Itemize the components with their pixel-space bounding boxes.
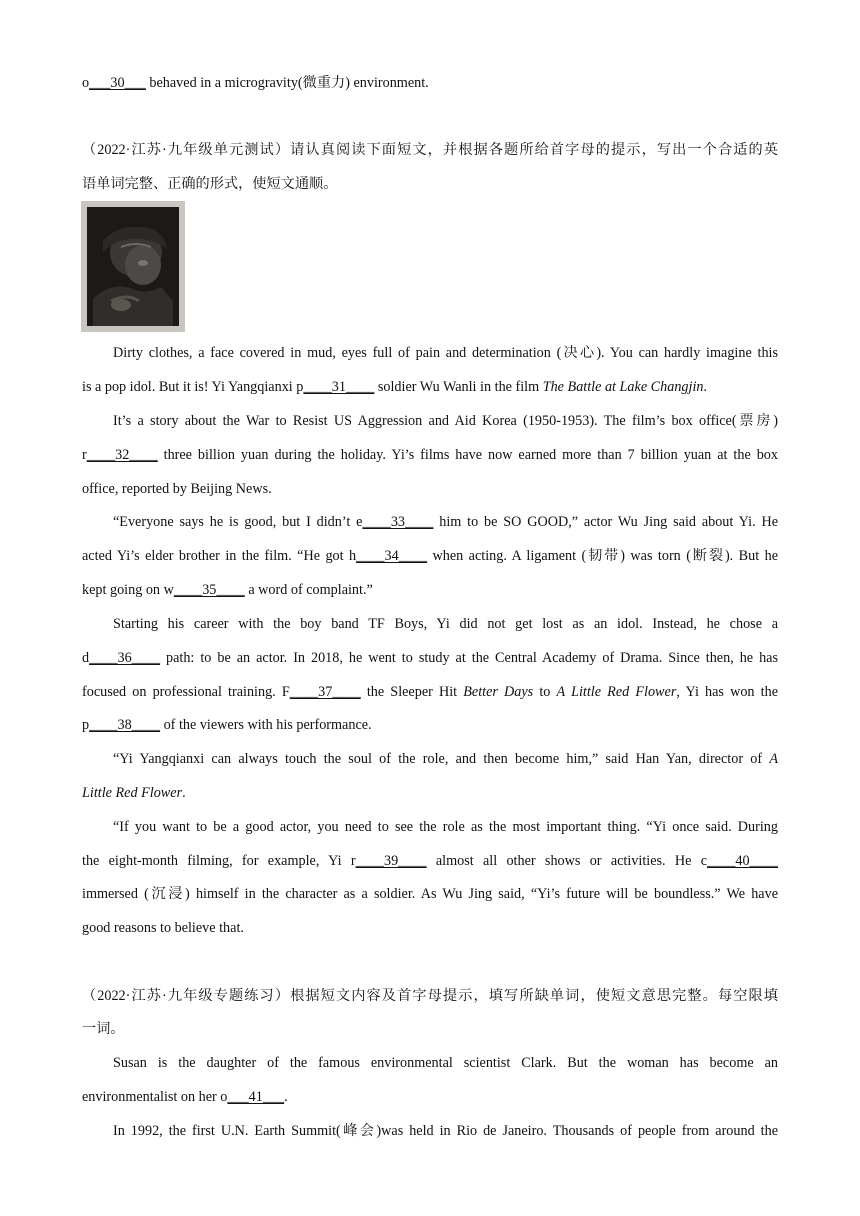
paragraph-line: In 1992, the first U.N. Earth Summit(峰会)was held in Rio de Janeiro. Thousands of people from around the (113, 1123, 778, 1139)
text-fragment: . (703, 379, 708, 395)
paragraph-line: Dirty clothes, a face covered in mud, eyes full of pain and determination (决心). You can hardly imagine this (113, 345, 778, 361)
text-fragment: environmentalist on her o (82, 1089, 228, 1105)
text-fragment: almost all other shows or activities. He c (426, 853, 708, 869)
section-instruction-cont: 一词。 (82, 1021, 125, 1037)
blank-40: ____40____ (707, 853, 778, 869)
text-fragment: . (284, 1089, 288, 1105)
film-title: The Battle at Lake Changjin (542, 379, 704, 395)
film-title: Better Days (463, 684, 534, 700)
film-title: A Little Red Flower (556, 684, 677, 700)
text-fragment: the eight-month filming, for example, Yi r (82, 853, 356, 869)
text-fragment: soldier Wu Wanli in the film (374, 379, 543, 395)
text-fragment: to (533, 684, 557, 700)
blank-39: ____39____ (355, 853, 427, 869)
soldier-photo (81, 201, 185, 332)
paragraph-line (113, 515, 778, 529)
paragraph-line (82, 448, 778, 462)
text-fragment: r (82, 447, 87, 463)
text-fragment: focused on professional training. F (82, 684, 290, 700)
section-instruction-cont: 语单词完整、正确的形式，使短文通顺。 (82, 176, 338, 192)
film-title: A (769, 751, 778, 767)
paragraph-line (113, 752, 778, 766)
paragraph-line: “If you want to be a good actor, you need to see the role as the most important thing. “Yi once said. During (113, 819, 778, 835)
blank-34: ____34____ (356, 548, 428, 564)
paragraph-line: Starting his career with the boy band TF Boys, Yi did not get lost as an idol. Instead, he chose a (113, 616, 778, 632)
blank-32: ____32____ (86, 447, 158, 463)
text-fragment: a word of complaint.” (244, 582, 373, 598)
paragraph-line (82, 1090, 288, 1104)
text-fragment: d (82, 650, 90, 666)
paragraph-line (82, 786, 186, 800)
text-line (82, 76, 429, 90)
paragraph-line (82, 854, 778, 868)
paragraph-line (82, 685, 778, 699)
text-fragment: path: to be an actor. In 2018, he went to study at the Central Academy of Drama. Since then, he has (160, 650, 778, 666)
text-fragment: behaved in a microgravity(微重力) environment. (145, 75, 429, 91)
blank-31: ____31____ (303, 379, 375, 395)
text-fragment: kept going on w (82, 582, 174, 598)
text-fragment: , Yi has won the (676, 684, 778, 700)
blank-41: ___41___ (227, 1089, 285, 1105)
text-fragment: “Everyone says he is good, but I didn’t e (113, 514, 363, 530)
text-fragment: him to be SO GOOD,” actor Wu Jing said about Yi. He (433, 514, 779, 530)
text-fragment: p (82, 717, 90, 733)
paragraph-line: office, reported by Beijing News. (82, 481, 272, 497)
text-fragment: o (82, 75, 90, 91)
paragraph-line (82, 549, 778, 563)
blank-38: ____38____ (89, 717, 161, 733)
blank-37: ____37____ (289, 684, 361, 700)
paragraph-line (82, 583, 373, 597)
paragraph-line: Susan is the daughter of the famous environmental scientist Clark. But the woman has become an (113, 1055, 778, 1071)
section-instruction: （2022·江苏·九年级单元测试）请认真阅读下面短文，并根据各题所给首字母的提示，写出一个合适的英 (82, 142, 778, 158)
text-fragment: . (182, 785, 186, 801)
blank-35: ____35____ (173, 582, 245, 598)
blank-36: ____36____ (89, 650, 161, 666)
text-fragment: three billion yuan during the holiday. Yi’s films have now earned more than 7 billion yuan at the box (157, 447, 778, 463)
section-instruction: （2022·江苏·九年级专题练习）根据短文内容及首字母提示，填写所缺单词，使短文意思完整。每空限填 (82, 988, 778, 1004)
blank-30: ___30___ (89, 75, 146, 91)
text-fragment: acted Yi’s elder brother in the film. “He got h (82, 548, 357, 564)
text-fragment: when acting. A ligament (韧带) was torn (断裂). But he (427, 548, 778, 564)
paragraph-line: immersed (沉浸) himself in the character as a soldier. As Wu Jing said, “Yi’s future will be boundless.” We have (82, 886, 778, 902)
paragraph-line: It’s a story about the War to Resist US Aggression and Aid Korea (1950-1953). The film’s box office(票房) (113, 413, 778, 429)
text-fragment: is a pop idol. But it is! Yi Yangqianxi p (82, 379, 304, 395)
blank-33: ____33____ (362, 514, 434, 530)
film-title: Little Red Flower (82, 785, 183, 801)
text-fragment: “Yi Yangqianxi can always touch the soul of the role, and then become him,” said Han Yan, director of (113, 751, 770, 767)
paragraph-line (82, 380, 707, 394)
paragraph-line (82, 718, 372, 732)
text-fragment: the Sleeper Hit (360, 684, 464, 700)
paragraph-line (82, 651, 778, 665)
paragraph-line: good reasons to believe that. (82, 920, 244, 936)
text-fragment: of the viewers with his performance. (160, 717, 372, 733)
